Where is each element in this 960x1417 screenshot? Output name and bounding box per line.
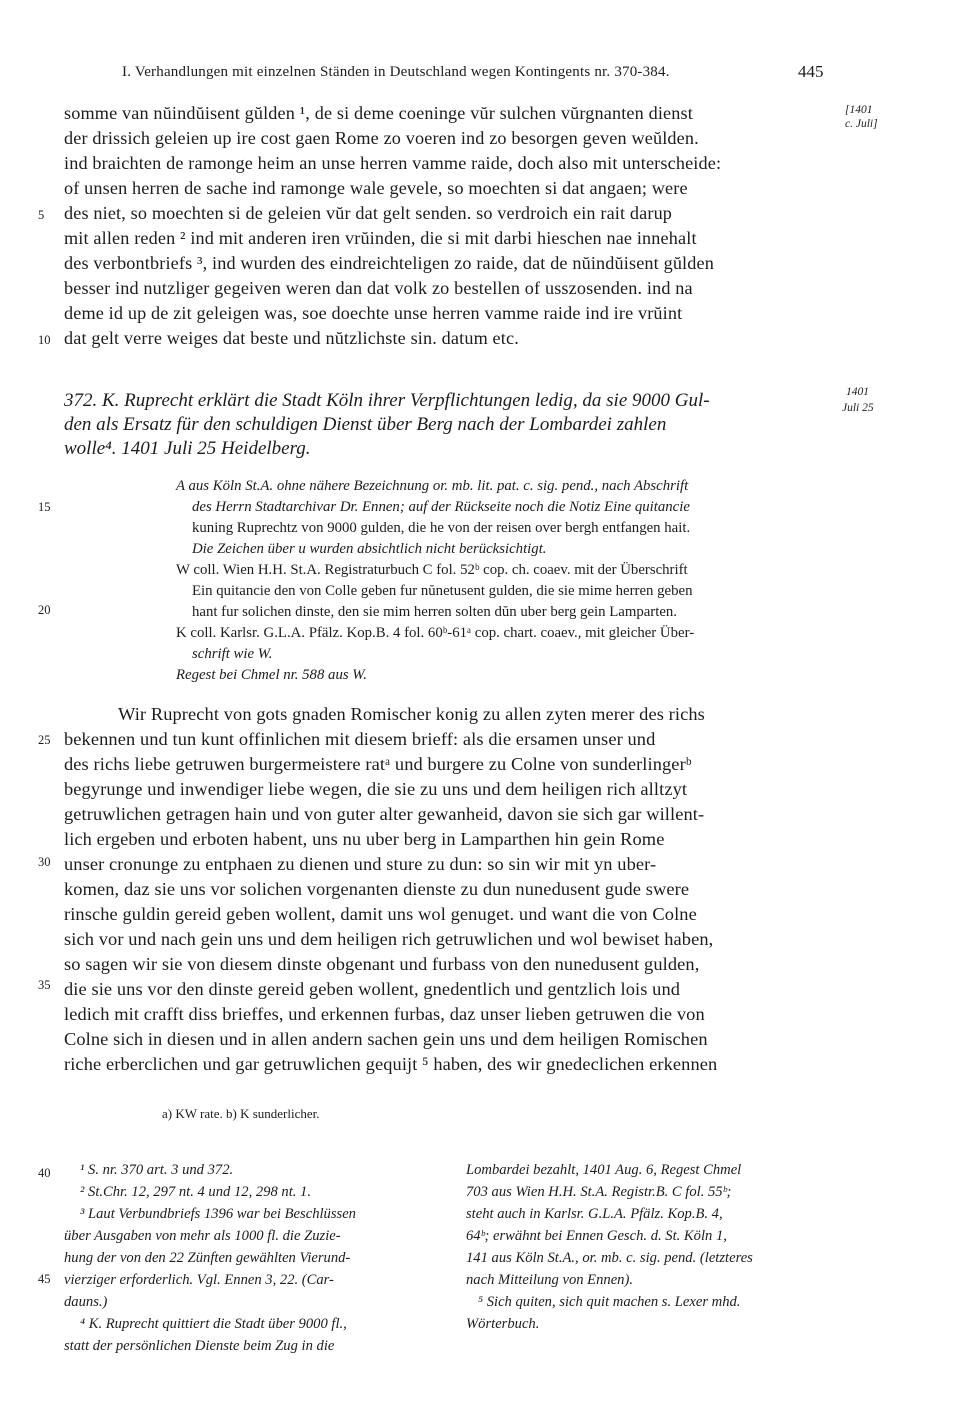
source-line: A aus Köln St.A. ohne nähere Bezeichnung or. mb. lit. pat. c. sig. pend., nach Abschrift bbox=[176, 478, 689, 494]
footnote-line: ¹ S. nr. 370 art. 3 und 372. bbox=[80, 1162, 234, 1178]
page-number: 445 bbox=[798, 62, 824, 81]
footnote-line: hung der von den 22 Zünften gewählten Vierund- bbox=[64, 1250, 351, 1266]
text-line: besser ind nutzliger gegeiven weren dan dat volk zo bestellen of usszosenden. ind na bbox=[64, 278, 693, 298]
margin-date-day: Juli 25 bbox=[842, 402, 874, 414]
footnote-line: 141 aus Köln St.A., or. mb. c. sig. pend. (letzteres bbox=[466, 1250, 753, 1266]
line-number: 25 bbox=[38, 733, 51, 747]
footnote-line: ³ Laut Verbundbriefs 1396 war bei Beschlüssen bbox=[80, 1206, 356, 1222]
charter-line: Wir Ruprecht von gots gnaden Romischer konig zu allen zyten merer des richs bbox=[118, 704, 705, 724]
charter-line: des richs liebe getruwen burgermeistere ratᵃ und burgere zu Colne von sunderlingerᵇ bbox=[64, 754, 692, 774]
charter-line: getruwlichen getragen hain und von guter alter gewanheid, davon sie sich gar willent- bbox=[64, 804, 705, 824]
source-line: Die Zeichen über u wurden absichtlich nicht berücksichtigt. bbox=[192, 541, 547, 557]
charter-line: sich vor und nach gein uns und dem heiligen rich getruwlichen und wol bewiset haben, bbox=[64, 929, 714, 949]
footnote-line: ⁵ Sich quiten, sich quit machen s. Lexer mhd. bbox=[478, 1294, 741, 1310]
margin-date-year: [1401 bbox=[845, 104, 873, 116]
text-line: ind braichten de ramonge heim an unse herren vamme raide, doch also mit unterscheide: bbox=[64, 153, 722, 173]
source-line: des Herrn Stadtarchivar Dr. Ennen; auf der Rückseite noch die Notiz Eine quitancie bbox=[192, 499, 690, 515]
variant-notes: a) KW rate. b) K sunderlicher. bbox=[162, 1106, 320, 1121]
footnote-line: Wörterbuch. bbox=[466, 1316, 540, 1332]
line-number: 5 bbox=[38, 208, 45, 222]
charter-line: begyrunge und inwendiger liebe wegen, die sie zu uns und dem heiligen rich alltzyt bbox=[64, 779, 688, 799]
text-line: des niet, so moechten si de geleien vŭr dat gelt senden. so verdroich ein rait darup bbox=[64, 203, 673, 223]
charter-line: unser cronunge zu entphaen zu dienen und sture zu dun: so sin wir mit yn uber- bbox=[64, 854, 657, 874]
footnote-line: vierziger erforderlich. Vgl. Ennen 3, 22. (Car- bbox=[64, 1272, 334, 1288]
charter-line: ledich mit crafft diss brieffes, und erkennen furbas, daz unser lieben getruwen die von bbox=[64, 1004, 705, 1024]
charter-line: so sagen wir sie von diesem dinste obgenant und furbass von den nunedusent gulden, bbox=[64, 954, 700, 974]
margin-date-day: c. Juli] bbox=[845, 118, 878, 130]
footnote-line: ² St.Chr. 12, 297 nt. 4 und 12, 298 nt. 1. bbox=[80, 1184, 311, 1200]
source-line: Ein quitancie den von Colle geben fur nŭnetusent gulden, die sie mime herren geben bbox=[192, 583, 693, 599]
footnote-line: nach Mitteilung von Ennen). bbox=[466, 1272, 633, 1288]
text-line: of unsen herren de sache ind ramonge wale gevele, so moechten si dat angaen; were bbox=[64, 178, 688, 198]
margin-date-year: 1401 bbox=[846, 386, 869, 398]
running-header: I. Verhandlungen mit einzelnen Ständen in Deutschland wegen Kontingents nr. 370-384. bbox=[122, 64, 670, 80]
line-number: 20 bbox=[38, 603, 51, 617]
charter-line: bekennen und tun kunt offinlichen mit diesem brieff: als die ersamen unser und bbox=[64, 729, 656, 749]
source-line: Regest bei Chmel nr. 588 aus W. bbox=[176, 667, 367, 683]
charter-line: lich ergeben und erboten habent, uns nu uber berg in Lamparthen hin gein Rome bbox=[64, 829, 665, 849]
footnote-line: statt der persönlichen Dienste beim Zug in die bbox=[64, 1338, 335, 1354]
charter-line: komen, daz sie uns vor solichen vorgenanten dienste zu dun nunedusent gude swere bbox=[64, 879, 690, 899]
line-number: 15 bbox=[38, 500, 51, 514]
charter-line: riche erberclichen und gar getruwlichen gequijt ⁵ haben, des wir gnedeclichen erkennen bbox=[64, 1054, 718, 1074]
text-line: somme van nŭindŭisent gŭlden ¹, de si deme coeninge vŭr sulchen vŭrgnanten dienst bbox=[64, 103, 693, 123]
line-number: 40 bbox=[38, 1166, 51, 1180]
line-number: 10 bbox=[38, 333, 51, 347]
document-title-line: den als Ersatz für den schuldigen Dienst über Berg nach der Lombardei zahlen bbox=[64, 414, 667, 435]
charter-line: Colne sich in diesen und in allen andern sachen gein uns und dem heiligen Romischen bbox=[64, 1029, 708, 1049]
footnote-line: ⁴ K. Ruprecht quittiert die Stadt über 9000 fl., bbox=[80, 1316, 347, 1332]
charter-line: rinsche guldin gereid geben wollent, damit uns wol genuget. und want die von Colne bbox=[64, 904, 697, 924]
text-line: deme id up de zit geleigen was, soe doechte unse herren vamme raide ind ire vrŭint bbox=[64, 303, 683, 323]
source-line: hant fur solichen dinste, den sie mim herren solten dŭn uber berg gein Lamparten. bbox=[192, 604, 678, 620]
text-line: der drissich geleien up ire cost gaen Rome zo voeren ind zo besorgen geven weŭlden. bbox=[64, 128, 699, 148]
line-number: 45 bbox=[38, 1272, 51, 1286]
source-line: kuning Ruprechtz von 9000 gulden, die he von der reisen over bergh entfangen hait. bbox=[192, 520, 691, 536]
document-title-line: 372. K. Ruprecht erklärt die Stadt Köln ihrer Verpflichtungen ledig, da sie 9000 Gul- bbox=[64, 390, 710, 411]
footnote-line: über Ausgaben von mehr als 1000 fl. die Zuzie- bbox=[64, 1228, 341, 1244]
footnote-line: dauns.) bbox=[64, 1294, 108, 1310]
footnote-line: 703 aus Wien H.H. St.A. Registr.B. C fol. 55ᵇ; bbox=[466, 1184, 732, 1200]
source-line: K coll. Karlsr. G.L.A. Pfälz. Kop.B. 4 fol. 60ᵇ-61ᵃ cop. chart. coaev., mit gleicher Über- bbox=[176, 625, 695, 641]
text-line: mit allen reden ² ind mit anderen iren vrŭinden, die si mit darbi hieschen nae innehalt bbox=[64, 228, 697, 248]
line-number: 30 bbox=[38, 855, 51, 869]
footnote-line: steht auch in Karlsr. G.L.A. Pfälz. Kop.B. 4, bbox=[466, 1206, 723, 1222]
footnote-line: Lombardei bezahlt, 1401 Aug. 6, Regest Chmel bbox=[466, 1162, 742, 1178]
line-number: 35 bbox=[38, 978, 51, 992]
text-line: des verbontbriefs ³, ind wurden des eindreichteligen zo raide, dat de nŭindŭisent gŭlden bbox=[64, 253, 714, 273]
text-line: dat gelt verre weiges dat beste und nŭtzlichste sin. datum etc. bbox=[64, 328, 519, 348]
footnote-line: 64ᵇ; erwähnt bei Ennen Gesch. d. St. Köln 1, bbox=[466, 1228, 727, 1244]
source-line: schrift wie W. bbox=[192, 646, 273, 662]
charter-line: die sie uns vor den dinste gereid geben wollent, gnedentlich und gentzlich lois und bbox=[64, 979, 681, 999]
document-title-line: wolle⁴. 1401 Juli 25 Heidelberg. bbox=[64, 438, 311, 459]
source-line: W coll. Wien H.H. St.A. Registraturbuch C fol. 52ᵇ cop. ch. coaev. mit der Überschrift bbox=[176, 562, 688, 578]
